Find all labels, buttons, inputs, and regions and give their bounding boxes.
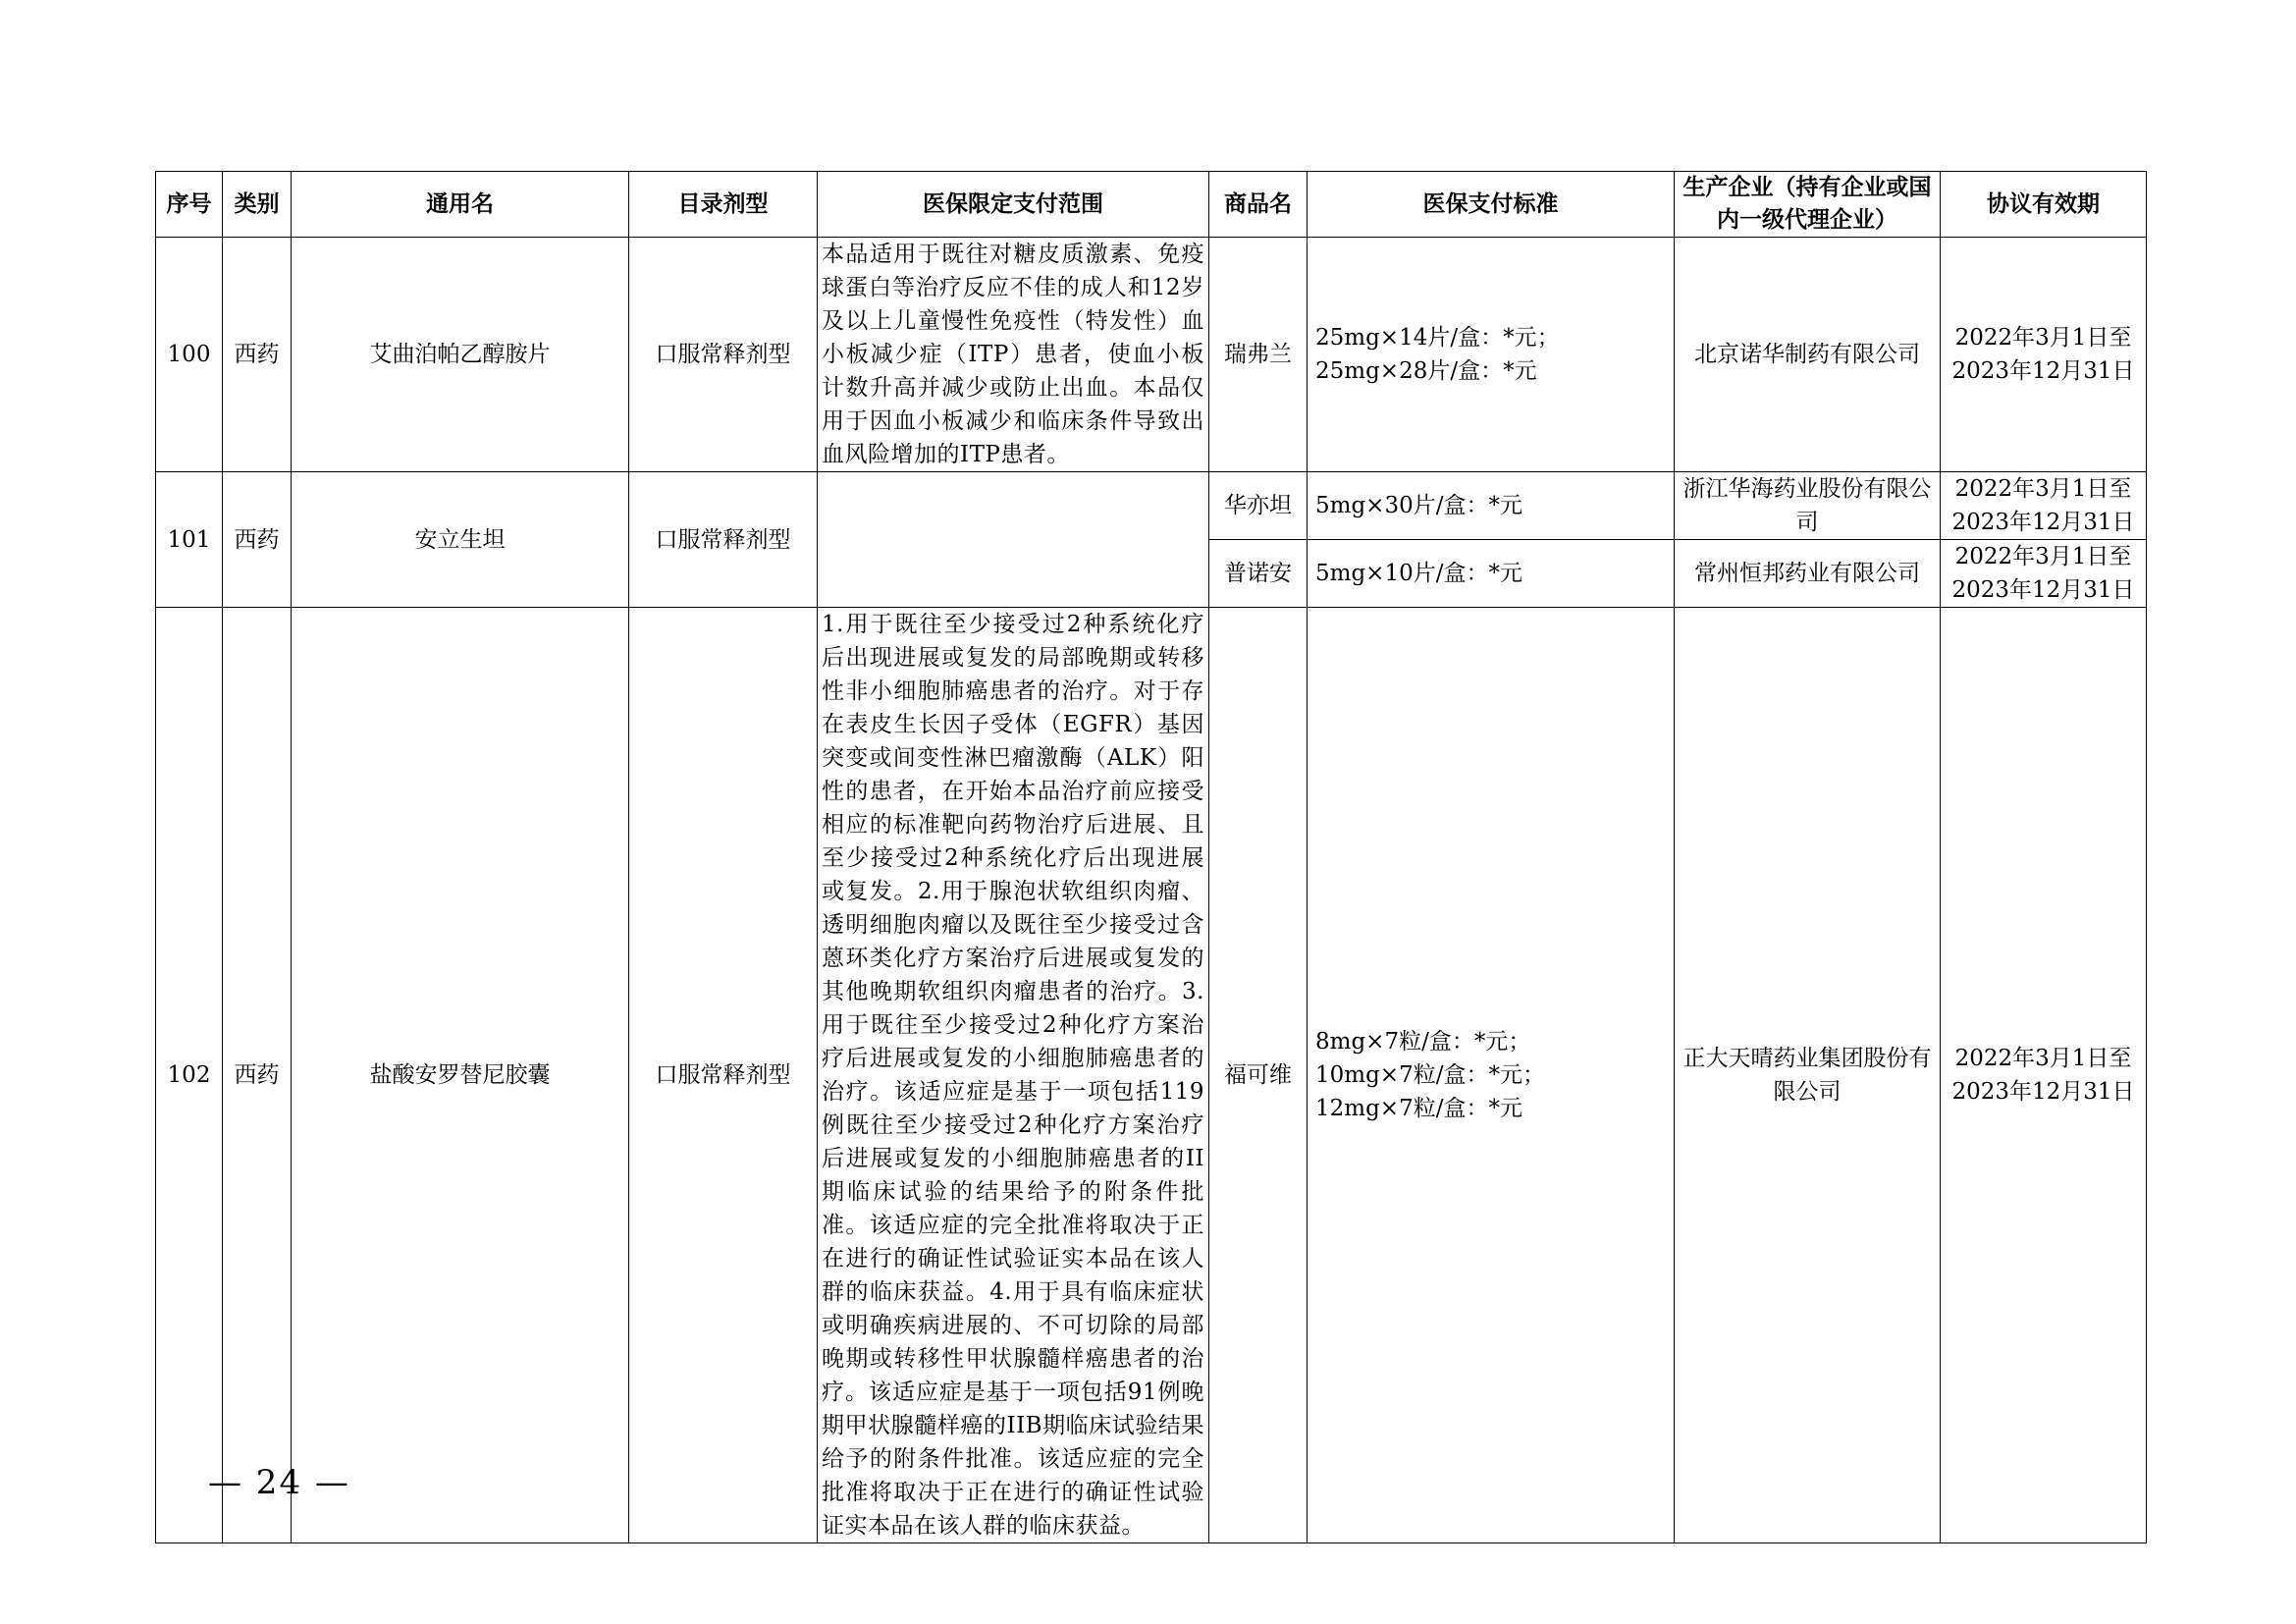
row-category: 西药 bbox=[223, 608, 292, 1543]
row-generic-name: 艾曲泊帕乙醇胺片 bbox=[292, 238, 629, 472]
row-no: 101 bbox=[156, 472, 223, 608]
row-dosage-form: 口服常释剂型 bbox=[629, 472, 818, 608]
row-payment-standard bbox=[1308, 608, 1675, 1543]
standard-line: 25mg×14片/盒：*元； bbox=[1315, 325, 1560, 351]
standard-line: 5mg×10片/盒：*元 bbox=[1315, 561, 1522, 586]
standard-line: 5mg×30片/盒：*元 bbox=[1315, 493, 1522, 518]
row-manufacturer: 北京诺华制药有限公司 bbox=[1675, 238, 1941, 472]
header-no: 序号 bbox=[156, 172, 223, 238]
row-manufacturer: 正大天晴药业集团股份有限公司 bbox=[1675, 608, 1941, 1543]
table-row bbox=[156, 472, 2147, 540]
header-payment-standard: 医保支付标准 bbox=[1308, 172, 1675, 238]
row-generic-name: 盐酸安罗替尼胶囊 bbox=[292, 608, 629, 1543]
table-row bbox=[156, 238, 2147, 472]
header-manufacturer: 生产企业（持有企业或国内一级代理企业） bbox=[1675, 172, 1941, 238]
table-row bbox=[156, 608, 2147, 1543]
standard-line: 10mg×7粒/盒：*元； bbox=[1315, 1062, 1545, 1088]
validity-end: 2023年12月31日 bbox=[1951, 1079, 2135, 1105]
row-category: 西药 bbox=[223, 238, 292, 472]
row-dosage-form: 口服常释剂型 bbox=[629, 238, 818, 472]
row-payment-standard bbox=[1308, 540, 1675, 608]
row-no: 100 bbox=[156, 238, 223, 472]
row-trade-name: 瑞弗兰 bbox=[1209, 238, 1308, 472]
row-scope bbox=[818, 472, 1209, 608]
standard-line: 8mg×7粒/盒：*元； bbox=[1315, 1029, 1531, 1055]
row-no: 102 bbox=[156, 608, 223, 1543]
table-header-row bbox=[156, 172, 2147, 238]
row-trade-name: 福可维 bbox=[1209, 608, 1308, 1543]
row-trade-name: 华亦坦 bbox=[1209, 472, 1308, 540]
row-scope: 1.用于既往至少接受过2种系统化疗后出现进展或复发的局部晚期或转移性非小细胞肺癌患者的治疗。对于存在表皮生长因子受体（EGFR）基因突变或间变性淋巴瘤激酶（ALK）阳性的患者，在开始本品治疗前应接受相应的标准靶向药物治疗后进展、且至少接受过2种系统化疗后出现进展或复发。2.用于腺泡状软组织肉瘤、透明细胞肉瘤以及既往至少接受过含蒽环类化疗方案治疗后进展或复发的其他晚期软组织肉瘤患者的治疗。3.用于既往至少接受过2种化疗方案治疗后进展或复发的小细胞肺癌患者的治疗。该适应症是基于一项包括119例既往至少接受过2种化疗方案治疗后进展或复发的小细胞肺癌患者的II期临床试验的结果给予的附条件批准。该适应症的完全批准将取决于正在进行的确证性试验证实本品在该人群的临床获益。4.用于具有临床症状或明确疾病进展的、不可切除的局部晚期或转移性甲状腺髓样癌患者的治疗。该适应症是基于一项包括91例晚期甲状腺髓样癌的IIB期临床试验结果给予的附条件批准。该适应症的完全批准将取决于正在进行的确证性试验证实本品在该人群的临床获益。 bbox=[818, 608, 1209, 1543]
row-validity bbox=[1941, 540, 2147, 608]
validity-end: 2023年12月31日 bbox=[1951, 577, 2135, 603]
validity-end: 2023年12月31日 bbox=[1951, 510, 2135, 535]
header-category: 类别 bbox=[223, 172, 292, 238]
row-validity bbox=[1941, 608, 2147, 1543]
row-category: 西药 bbox=[223, 472, 292, 608]
row-dosage-form: 口服常释剂型 bbox=[629, 608, 818, 1543]
row-manufacturer: 浙江华海药业股份有限公司 bbox=[1675, 472, 1941, 540]
validity-start: 2022年3月1日至 bbox=[1954, 544, 2132, 569]
header-trade-name: 商品名 bbox=[1209, 172, 1308, 238]
standard-line: 12mg×7粒/盒：*元 bbox=[1315, 1096, 1522, 1121]
row-manufacturer: 常州恒邦药业有限公司 bbox=[1675, 540, 1941, 608]
row-payment-standard bbox=[1308, 472, 1675, 540]
header-validity: 协议有效期 bbox=[1941, 172, 2147, 238]
header-generic-name: 通用名 bbox=[292, 172, 629, 238]
row-payment-standard bbox=[1308, 238, 1675, 472]
standard-line: 25mg×28片/盒：*元 bbox=[1315, 358, 1537, 384]
validity-start: 2022年3月1日至 bbox=[1954, 476, 2132, 502]
row-trade-name: 普诺安 bbox=[1209, 540, 1308, 608]
header-dosage-form: 目录剂型 bbox=[629, 172, 818, 238]
row-validity bbox=[1941, 238, 2147, 472]
row-validity bbox=[1941, 472, 2147, 540]
header-scope: 医保限定支付范围 bbox=[818, 172, 1209, 238]
drug-list-table bbox=[155, 171, 2147, 1543]
row-scope: 本品适用于既往对糖皮质激素、免疫球蛋白等治疗反应不佳的成人和12岁及以上儿童慢性免疫性（特发性）血小板减少症（ITP）患者，使血小板计数升高并减少或防止出血。本品仅用于因血小板减少和临床条件导致出血风险增加的ITP患者。 bbox=[818, 238, 1209, 472]
row-generic-name: 安立生坦 bbox=[292, 472, 629, 608]
validity-start: 2022年3月1日至 bbox=[1954, 1046, 2132, 1071]
validity-end: 2023年12月31日 bbox=[1951, 358, 2135, 384]
validity-start: 2022年3月1日至 bbox=[1954, 325, 2132, 351]
page-number: — 24 — bbox=[208, 1463, 350, 1502]
